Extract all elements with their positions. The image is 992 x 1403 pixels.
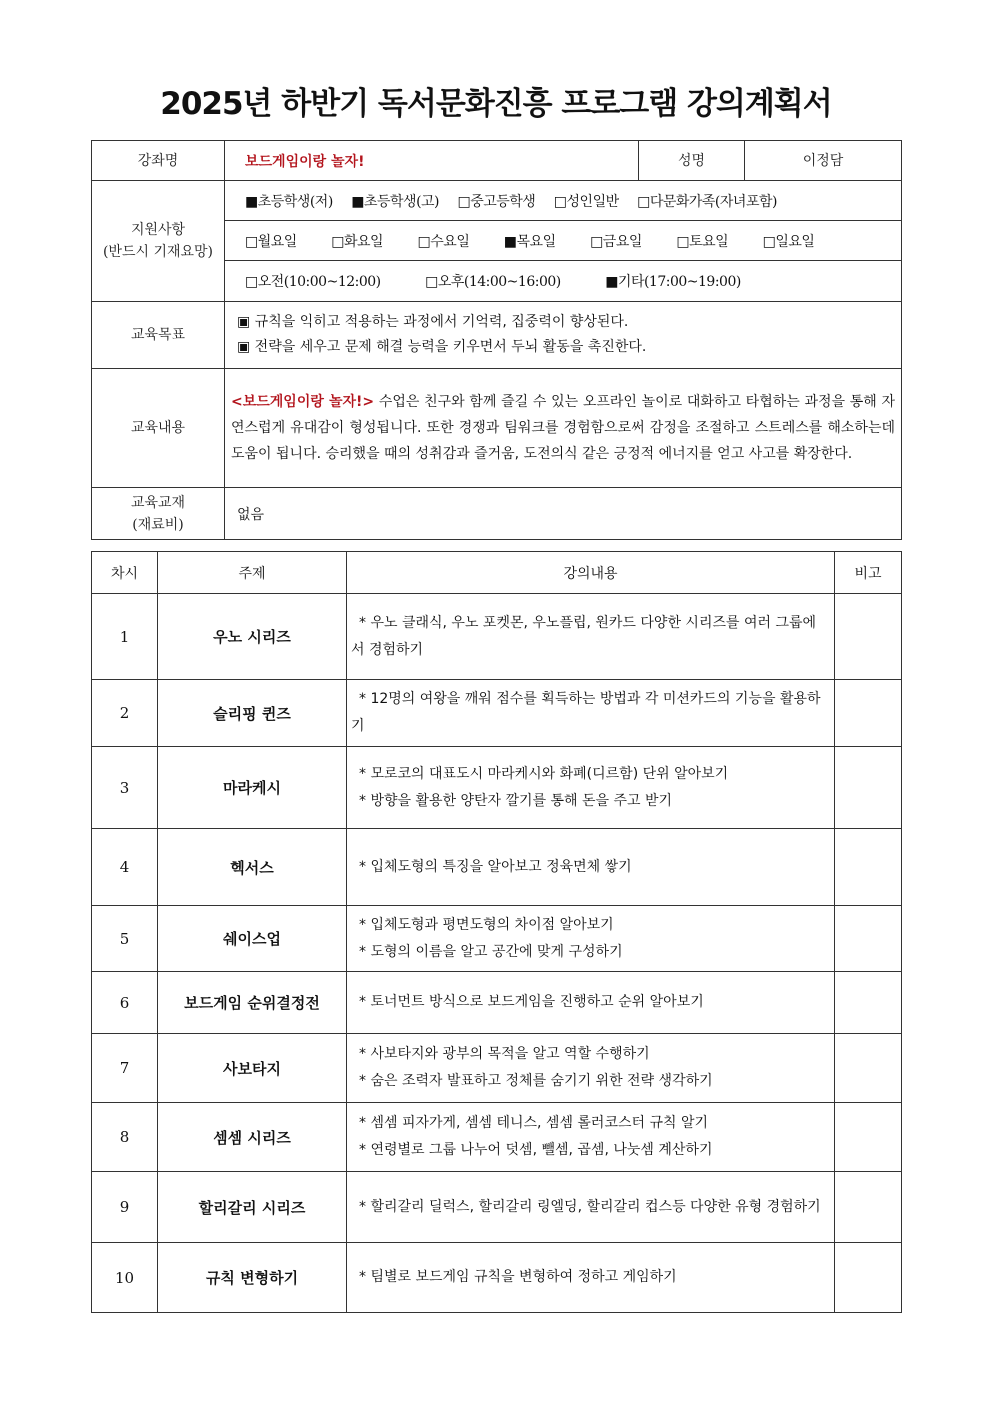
session-number: 5 — [92, 906, 158, 972]
target-option[interactable]: ■초등학생(저) — [245, 193, 333, 210]
table-row — [92, 1172, 902, 1243]
session-topic: 보드게임 순위결정전 — [158, 972, 347, 1034]
content-body: 수업은 친구와 함께 즐길 수 있는 오프라인 놀이로 대화하고 타협하는 과정을 통해 자연스럽게 유대감이 형성됩니다. 또한 경쟁과 팀워크를 경험함으로써 감정을 조절하고 스트레스를 해소하는데 도움이 됩니다. 승리했을 때의 성취감과 즐거움, 도전의식 같은 긍정적 에너지를 얻고 사고를 확장한다. — [231, 394, 895, 462]
table-row — [92, 1103, 902, 1172]
header-note: 비고 — [835, 552, 902, 594]
header-content: 강의내용 — [347, 552, 835, 594]
support-label-main: 지원사항 — [130, 222, 186, 238]
content-label: 교육내용 — [92, 369, 225, 488]
day-option[interactable]: □화요일 — [331, 233, 384, 250]
session-topic: 우노 시리즈 — [158, 594, 347, 680]
session-topic: 헥서스 — [158, 829, 347, 906]
session-number: 6 — [92, 972, 158, 1034]
page-title: 2025년 하반기 독서문화진흥 프로그램 강의계획서 — [160, 86, 832, 122]
checkbox-icon: □ — [245, 274, 258, 290]
session-topic: 쉐이스업 — [158, 906, 347, 972]
checkbox-icon: □ — [553, 193, 567, 210]
checkbox-icon: ■ — [503, 233, 517, 250]
day-option[interactable]: ■목요일 — [503, 233, 556, 250]
checkbox-icon: ■ — [605, 274, 618, 290]
session-number: 10 — [92, 1243, 158, 1313]
material-label: 교육교재 (재료비) — [92, 488, 225, 540]
day-option[interactable]: □일요일 — [762, 233, 815, 250]
support-label-note: (반드시 기재요망) — [102, 244, 214, 260]
checkbox-icon: □ — [762, 233, 776, 250]
instructor-value: 이정담 — [745, 141, 902, 181]
session-note — [835, 594, 902, 680]
session-content: * 12명의 여왕을 깨워 점수를 획득하는 방법과 각 미션카드의 기능을 활용하기 — [347, 680, 835, 747]
session-number: 3 — [92, 747, 158, 829]
checkbox-icon: □ — [425, 274, 438, 290]
day-option[interactable]: □토요일 — [676, 233, 729, 250]
session-note — [835, 680, 902, 747]
session-topic: 규칙 변형하기 — [158, 1243, 347, 1313]
checkbox-icon: □ — [331, 233, 344, 250]
session-note — [835, 1243, 902, 1313]
table-row — [92, 972, 902, 1034]
goal-label: 교육목표 — [92, 302, 225, 369]
header-topic: 주제 — [158, 552, 347, 594]
session-note — [835, 747, 902, 829]
session-topic: 슬리핑 퀸즈 — [158, 680, 347, 747]
support-label — [92, 181, 225, 302]
session-note — [835, 972, 902, 1034]
checkbox-icon: □ — [676, 233, 690, 250]
content-text — [225, 369, 902, 488]
table-row — [92, 1243, 902, 1313]
session-topic: 할리갈리 시리즈 — [158, 1172, 347, 1243]
session-note — [835, 829, 902, 906]
day-option[interactable]: □금요일 — [590, 233, 642, 250]
table-row — [92, 747, 902, 829]
session-number: 1 — [92, 594, 158, 680]
goal-item: ▣ 전략을 세우고 문제 해결 능력을 키우면서 두뇌 활동을 촉진한다. — [237, 339, 647, 355]
session-number: 9 — [92, 1172, 158, 1243]
checkbox-icon: ■ — [245, 193, 258, 210]
session-content: * 팀별로 보드게임 규칙을 변형하여 정하고 게임하기 — [347, 1243, 835, 1313]
time-option[interactable]: ■기타(17:00~19:00) — [605, 274, 741, 290]
session-number: 4 — [92, 829, 158, 906]
material-value: 없음 — [225, 488, 902, 540]
session-content: * 입체도형의 특징을 알아보고 정육면체 쌓기 — [347, 829, 835, 906]
checkbox-icon: □ — [457, 193, 471, 210]
target-option[interactable]: □다문화가족(자녀포함) — [637, 193, 777, 210]
day-option[interactable]: □수요일 — [417, 233, 470, 250]
instructor-label: 성명 — [639, 141, 745, 181]
session-topic: 사보타지 — [158, 1034, 347, 1103]
course-info-table — [91, 140, 902, 540]
session-content: * 사보타지와 광부의 목적을 알고 역할 수행하기 * 숨은 조력자 발표하고 정체를 숨기기 위한 전략 생각하기 — [347, 1034, 835, 1103]
target-options — [225, 181, 902, 221]
session-topic: 셈셈 시리즈 — [158, 1103, 347, 1172]
session-content: * 우노 클래식, 우노 포켓몬, 우노플립, 원카드 다양한 시리즈를 여러 그룹에서 경험하기 — [347, 594, 835, 680]
table-row — [92, 680, 902, 747]
session-content: * 할리갈리 딜럭스, 할리갈리 링엘딩, 할리갈리 컵스등 다양한 유형 경험하기 — [347, 1172, 835, 1243]
time-option[interactable]: □오후(14:00~16:00) — [425, 274, 561, 290]
course-name-value: 보드게임이랑 놀자! — [225, 141, 639, 181]
session-note — [835, 1103, 902, 1172]
session-content: * 모로코의 대표도시 마라케시와 화폐(디르함) 단위 알아보기 * 방향을 활용한 양탄자 깔기를 통해 돈을 주고 받기 — [347, 747, 835, 829]
session-content: * 토너먼트 방식으로 보드게임을 진행하고 순위 알아보기 — [347, 972, 835, 1034]
content-highlight: <보드게임이랑 놀자!> — [231, 394, 375, 410]
time-options — [225, 261, 902, 302]
checkbox-icon: ■ — [351, 193, 364, 210]
session-number: 8 — [92, 1103, 158, 1172]
table-row — [92, 1034, 902, 1103]
target-option[interactable]: ■초등학생(고) — [351, 193, 440, 210]
schedule-table — [91, 551, 902, 1313]
checkbox-icon: □ — [417, 233, 431, 250]
table-row — [92, 829, 902, 906]
session-note — [835, 906, 902, 972]
target-option[interactable]: □성인일반 — [553, 193, 619, 210]
header-session: 차시 — [92, 552, 158, 594]
table-row — [92, 906, 902, 972]
day-option[interactable]: □월요일 — [245, 233, 297, 250]
checkbox-icon: □ — [245, 233, 258, 250]
session-note — [835, 1172, 902, 1243]
day-options — [225, 221, 902, 261]
course-name-label: 강좌명 — [92, 141, 225, 181]
target-option[interactable]: □중고등학생 — [457, 193, 536, 210]
session-content: * 셈셈 피자가게, 셈셈 테니스, 셈셈 롤러코스터 규칙 알기 * 연령별로 그룹 나누어 덧셈, 뺄셈, 곱셈, 나눗셈 계산하기 — [347, 1103, 835, 1172]
table-row — [92, 594, 902, 680]
session-note — [835, 1034, 902, 1103]
checkbox-icon: □ — [637, 193, 650, 210]
goal-list — [225, 302, 902, 369]
session-content: * 입체도형과 평면도형의 차이점 알아보기 * 도형의 이름을 알고 공간에 맞게 구성하기 — [347, 906, 835, 972]
session-topic: 마라케시 — [158, 747, 347, 829]
time-option[interactable]: □오전(10:00~12:00) — [245, 274, 381, 290]
session-number: 7 — [92, 1034, 158, 1103]
session-number: 2 — [92, 680, 158, 747]
goal-item: ▣ 규칙을 익히고 적용하는 과정에서 기억력, 집중력이 향상된다. — [237, 314, 629, 330]
checkbox-icon: □ — [590, 233, 603, 250]
